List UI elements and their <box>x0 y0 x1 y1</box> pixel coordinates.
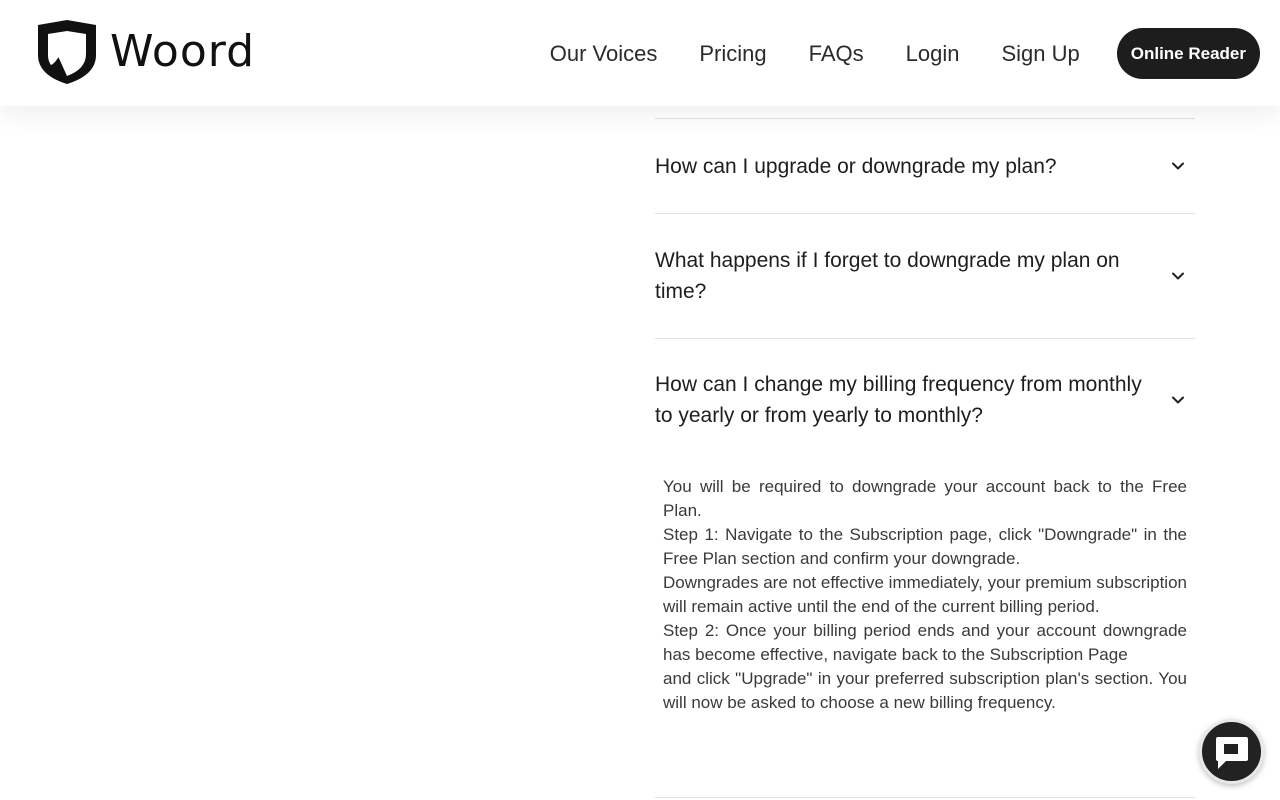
shield-logo-icon <box>34 19 100 85</box>
main-nav <box>550 28 1260 79</box>
brand-logo[interactable] <box>34 19 255 85</box>
faq-answer-paragraph: You will be required to downgrade your account back to the Free Plan. <box>663 477 1187 520</box>
faq-question: What happens if I forget to downgrade my plan on time? <box>655 249 1120 303</box>
faq-answer-paragraph: and click "Upgrade" in your preferred subscription plan's section. You will now be asked to choose a new billing frequency. <box>663 669 1187 712</box>
nav-sign-up[interactable]: Sign Up <box>1001 41 1080 66</box>
chevron-down-icon <box>1171 159 1185 173</box>
faq-item-expanded <box>655 338 1195 755</box>
faq-item <box>655 118 1195 213</box>
faq-answer <box>655 461 1195 755</box>
nav-pricing[interactable]: Pricing <box>699 41 767 66</box>
chevron-down-icon <box>1171 269 1185 283</box>
nav-our-voices[interactable]: Our Voices <box>549 41 658 66</box>
chevron-down-icon <box>1171 393 1185 407</box>
faq-question-toggle[interactable] <box>655 339 1195 461</box>
faq-answer-paragraph: Step 2: Once your billing period ends and your account downgrade has become effective, navigate back to the Subscription Page <box>663 621 1187 664</box>
faq-item <box>655 213 1195 338</box>
faq-answer-paragraph: Downgrades are not effective immediately, your premium subscription will remain active until the end of the current billing period. <box>663 573 1187 616</box>
faq-answer-paragraph: Step 1: Navigate to the Subscription page, click "Downgrade" in the Free Plan section and confirm your downgrade. <box>663 525 1187 568</box>
site-header <box>0 0 1280 106</box>
faq-question: How can I upgrade or downgrade my plan? <box>655 154 1057 178</box>
brand-name: Woord <box>110 26 256 77</box>
faq-divider <box>655 797 1195 798</box>
chat-icon <box>1212 733 1252 771</box>
faq-question: How can I change my billing frequency from monthly to yearly or from yearly to monthly? <box>655 373 1142 427</box>
chat-button[interactable] <box>1199 719 1264 784</box>
nav-login[interactable]: Login <box>905 41 960 66</box>
faq-question-toggle[interactable] <box>655 214 1195 338</box>
faq-question-toggle[interactable] <box>655 119 1195 213</box>
nav-faqs[interactable]: FAQs <box>808 41 864 66</box>
faq-list <box>655 118 1195 755</box>
online-reader-button[interactable]: Online Reader <box>1117 28 1260 79</box>
